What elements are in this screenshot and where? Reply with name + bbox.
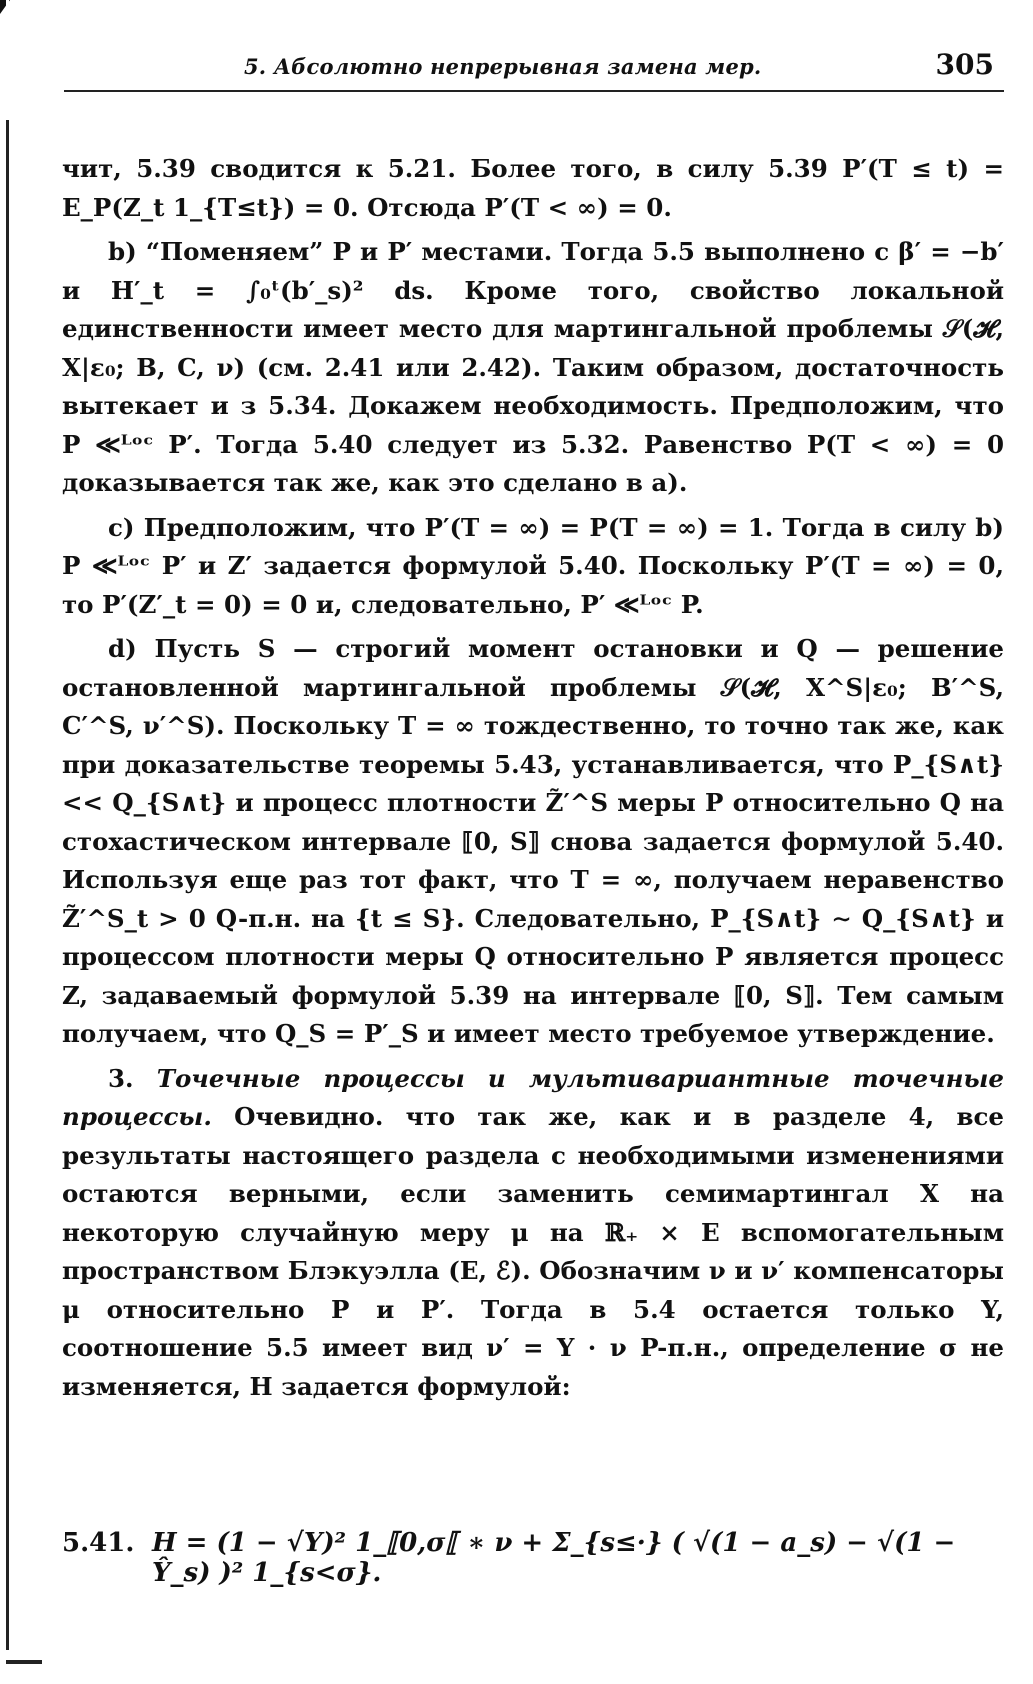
section-running-title: 5. Абсолютно непрерывная замена мер. (244, 54, 762, 79)
paragraph-d: d) Пусть S — строгий момент остановки и Q — решение остановленной мартингальной проблемы 𝒮(𝓗, X^S|ε₀; B′^S, C′^S, ν′^S). Поскольку T = ∞ тождественно, то точно так же, как при доказательстве теоремы 5.43, устанавливается, что P_{S∧t} << Q_{S∧t} и процесс плотности Z̃′^S меры P относительно Q на стохастическом интервале ⟦0, S⟧ снова задается формулой 5.40. Используя еще раз тот факт, что T = ∞, получаем неравенство Z̃′^S_t > 0 Q-п.н. на {t ≤ S}. Следовательно, P_{S∧t} ∼ Q_{S∧t} и процессом плотности меры Q относительно P является процесс Z, задаваемый формулой 5.39 на интервале ⟦0, S⟧. Тем самым получаем, что Q_S = P′_S и имеет место требуемое утверждение. (62, 634, 1004, 1048)
running-head (64, 46, 1004, 86)
paragraph-c: c) Предположим, что P′(T = ∞) = P(T = ∞) = 1. Тогда в силу b) P ≪ᴸᵒᶜ P′ и Z′ задается формулой 5.40. Поскольку P′(T = ∞) = 0, то P′(Z′_t = 0) = 0 и, следовательно, P′ ≪ᴸᵒᶜ P. (62, 512, 1004, 619)
section-3-paragraph (62, 1060, 1004, 1407)
header-rule (64, 90, 1004, 92)
paragraph-b: b) “Поменяем” P и P′ местами. Тогда 5.5 выполнено с β′ = −b′ и H′_t = ∫₀ᵗ(b′_s)² ds. Кроме того, свойство локальной единственности имеет место для мартингальной проблемы 𝒮(𝓗, X|ε₀; B, C, ν) (см. 2.41 или 2.42). Таким образом, достаточность вытекает и з 5.34. Докажем необходимость. Предположим, что P ≪ᴸᵒᶜ P′. Тогда 5.40 следует из 5.32. Равенство P(T < ∞) = 0 доказывается так же, как это сделано в a). (62, 237, 1004, 497)
formula-5-41 (62, 1500, 1004, 1590)
formula-expression: H = (1 − √Y)² 1_⟦0,σ⟦ ∗ ν + Σ_{s≤·} ( √(1 − a_s) − √(1 − Ŷ_s) )² 1_{s<σ}. (152, 1528, 956, 1588)
section-3-text: Очевидно. что так же, как и в разделе 4, все результаты настоящего раздела с необходимыми изменениями остаются верными, если заменить семимартингал X на некоторую случайную меру μ на ℝ₊ × E вспомогательным пространством Блэкуэлла (E, ℰ). Обозначим ν и ν′ компенсаторы μ относительно P и P′. Тогда в 5.4 остается только Y, соотношение 5.5 имеет вид ν′ = Y · ν P-п.н., определение σ не изменяется, H задается формулой: (62, 1102, 1005, 1401)
section-3-title: Точечные процессы и мультивариантные точечные процессы. (62, 1063, 1004, 1131)
section-3-number: 3. (108, 1063, 134, 1093)
paragraph-continuation: чит, 5.39 сводится к 5.21. Более того, в силу 5.39 P′(T ≤ t) = E_P(Z_t 1_{T≤t}) = 0. Отсюда P′(T < ∞) = 0. (62, 154, 1004, 222)
page-number: 305 (935, 48, 994, 81)
formula-number: 5.41. (62, 1528, 135, 1558)
scan-left-edge (6, 0, 9, 1684)
scan-bottom-edge (6, 1660, 42, 1664)
page-body (62, 150, 1004, 1412)
